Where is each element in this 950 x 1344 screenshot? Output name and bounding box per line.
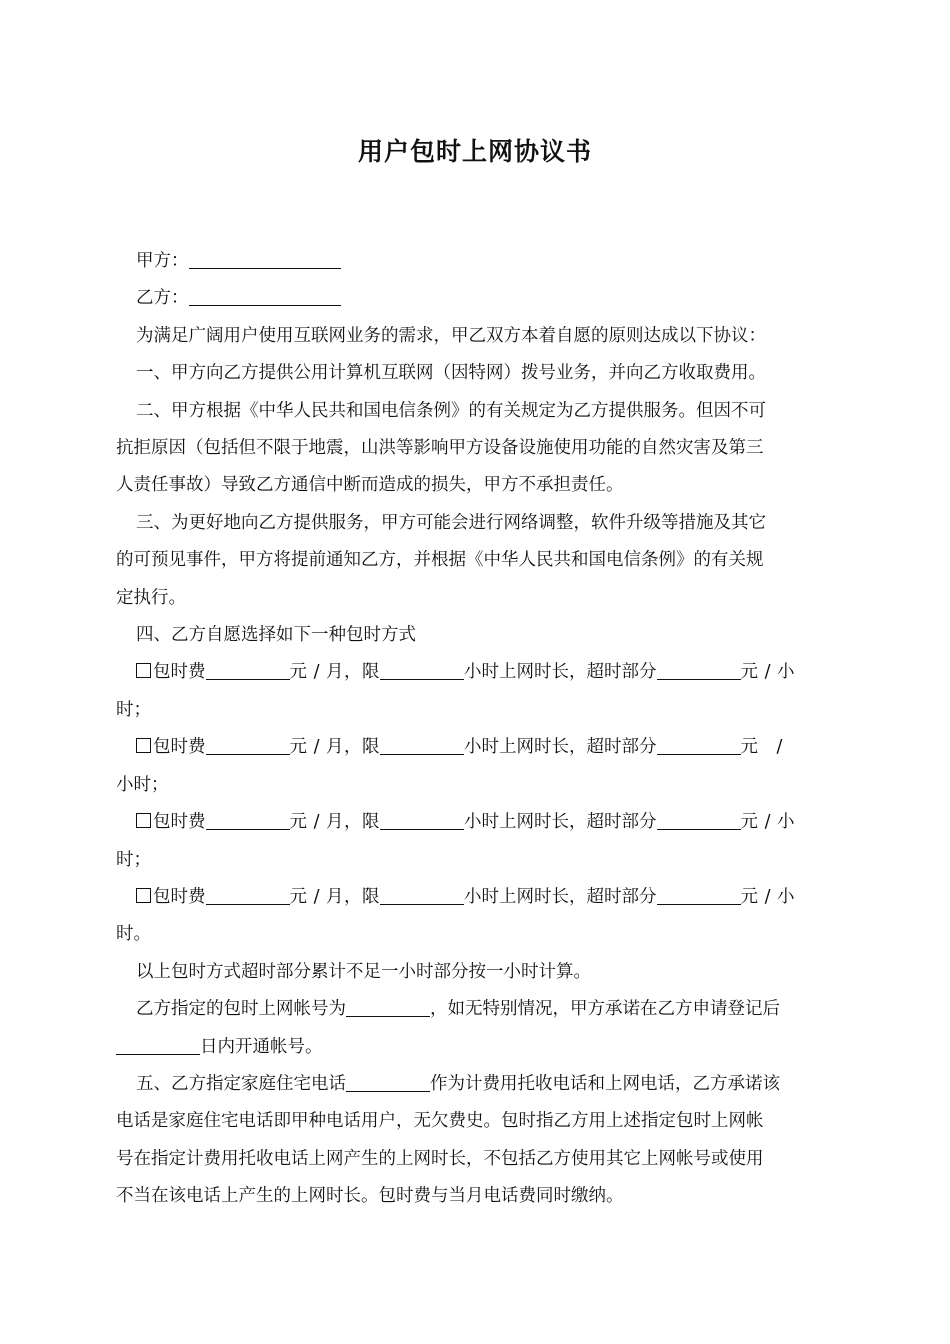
hours-text: 小时上网时长，超时部分 <box>464 812 657 833</box>
hours-text: 小时上网时长，超时部分 <box>464 737 657 758</box>
account-text-2: ，如无特别情况，甲方承诺在乙方申请登记后 <box>430 999 780 1020</box>
clause-5-text-1: 五、乙方指定家庭住宅电话 <box>136 1073 346 1094</box>
account-text-3: 日内开通帐号。 <box>200 1036 323 1057</box>
clause-5-line-2: 电话是家庭住宅电话即甲种电话用户，无欠费史。包时指乙方用上述指定包时上网帐 <box>116 1111 764 1132</box>
option-fee-label: 包时费 <box>153 737 206 758</box>
per-month-text: 元 / 月，限 <box>289 662 381 683</box>
option-2-end: 小时； <box>116 774 169 795</box>
party-b-label: 乙方： <box>136 288 189 309</box>
option-1-line <box>116 654 836 691</box>
hours-blank[interactable] <box>380 886 464 905</box>
party-a-label: 甲方： <box>136 251 189 271</box>
option-2-checkbox[interactable] <box>136 738 151 753</box>
overtime-blank[interactable] <box>657 736 741 755</box>
hours-text: 小时上网时长，超时部分 <box>464 662 657 683</box>
option-2-line <box>116 729 836 766</box>
option-fee-label: 包时费 <box>153 886 206 907</box>
option-4-line <box>116 879 836 916</box>
per-hour-text: 元 / 小 <box>740 812 796 833</box>
account-text-1: 乙方指定的包时上网帐号为 <box>136 999 346 1020</box>
party-a-blank[interactable] <box>189 250 341 269</box>
clause-2-line-3: 人责任事故）导致乙方通信中断而造成的损失，甲方不承担责任。 <box>116 475 624 496</box>
option-1-checkbox[interactable] <box>136 663 151 678</box>
clause-5-line-3: 号在指定计费用托收电话上网产生的上网时长，不包括乙方使用其它上网帐号或使用 <box>116 1148 764 1169</box>
option-fee-label: 包时费 <box>153 662 206 683</box>
phone-blank[interactable] <box>346 1073 430 1092</box>
clause-3-line-1: 三、为更好地向乙方提供服务，甲方可能会进行网络调整，软件升级等措施及其它 <box>136 512 766 533</box>
per-hour-text: 元 / 小 <box>740 886 796 907</box>
page-title: 用户包时上网协议书 <box>357 137 592 166</box>
account-line-1 <box>116 991 836 1028</box>
hours-blank[interactable] <box>380 661 464 680</box>
fee-blank[interactable] <box>206 661 290 680</box>
clause-5-line-4: 不当在该电话上产生的上网时长。包时费与当月电话费同时缴纳。 <box>116 1186 624 1207</box>
hours-blank[interactable] <box>380 736 464 755</box>
clause-4: 四、乙方自愿选择如下一种包时方式 <box>136 625 416 646</box>
option-4-checkbox[interactable] <box>136 888 151 903</box>
clause-2-line-2: 抗拒原因（包括但不限于地震，山洪等影响甲方设备设施使用功能的自然灾害及第三 <box>116 438 764 459</box>
rounding-note: 以上包时方式超时部分累计不足一小时部分按一小时计算。 <box>136 961 591 982</box>
account-blank[interactable] <box>346 998 430 1017</box>
agreement-body <box>116 243 836 1216</box>
option-fee-label: 包时费 <box>153 812 206 833</box>
intro-paragraph: 为满足广阔用户使用互联网业务的需求，甲乙双方本着自愿的原则达成以下协议： <box>136 325 766 346</box>
clause-2-line-1: 二、甲方根据《中华人民共和国电信条例》的有关规定为乙方提供服务。但因不可 <box>136 400 766 421</box>
option-3-end: 时； <box>116 849 151 870</box>
clause-3-line-3: 定执行。 <box>116 587 186 608</box>
per-hour-text: 元 / 小 <box>740 662 796 683</box>
days-blank[interactable] <box>116 1036 200 1055</box>
fee-blank[interactable] <box>206 811 290 830</box>
party-b-blank[interactable] <box>189 287 341 306</box>
overtime-blank[interactable] <box>657 661 741 680</box>
per-hour-text: 元 / <box>740 737 783 758</box>
option-4-end: 时。 <box>116 924 151 945</box>
option-3-line <box>116 804 836 841</box>
overtime-blank[interactable] <box>657 811 741 830</box>
option-3-checkbox[interactable] <box>136 813 151 828</box>
clause-1: 一、甲方向乙方提供公用计算机互联网（因特网）拨号业务，并向乙方收取费用。 <box>136 363 766 384</box>
hours-text: 小时上网时长，超时部分 <box>464 886 657 907</box>
per-month-text: 元 / 月，限 <box>289 886 381 907</box>
party-a-line <box>116 243 836 280</box>
per-month-text: 元 / 月，限 <box>289 737 381 758</box>
fee-blank[interactable] <box>206 886 290 905</box>
party-b-line <box>116 280 836 317</box>
account-line-2 <box>116 1029 836 1066</box>
overtime-blank[interactable] <box>657 886 741 905</box>
clause-5-line-1 <box>116 1066 836 1103</box>
clause-5-text-2: 作为计费用托收电话和上网电话，乙方承诺该 <box>430 1073 780 1094</box>
hours-blank[interactable] <box>380 811 464 830</box>
fee-blank[interactable] <box>206 736 290 755</box>
option-1-end: 时； <box>116 699 151 720</box>
per-month-text: 元 / 月，限 <box>289 812 381 833</box>
clause-3-line-2: 的可预见事件，甲方将提前通知乙方，并根据《中华人民共和国电信条例》的有关规 <box>116 550 764 571</box>
